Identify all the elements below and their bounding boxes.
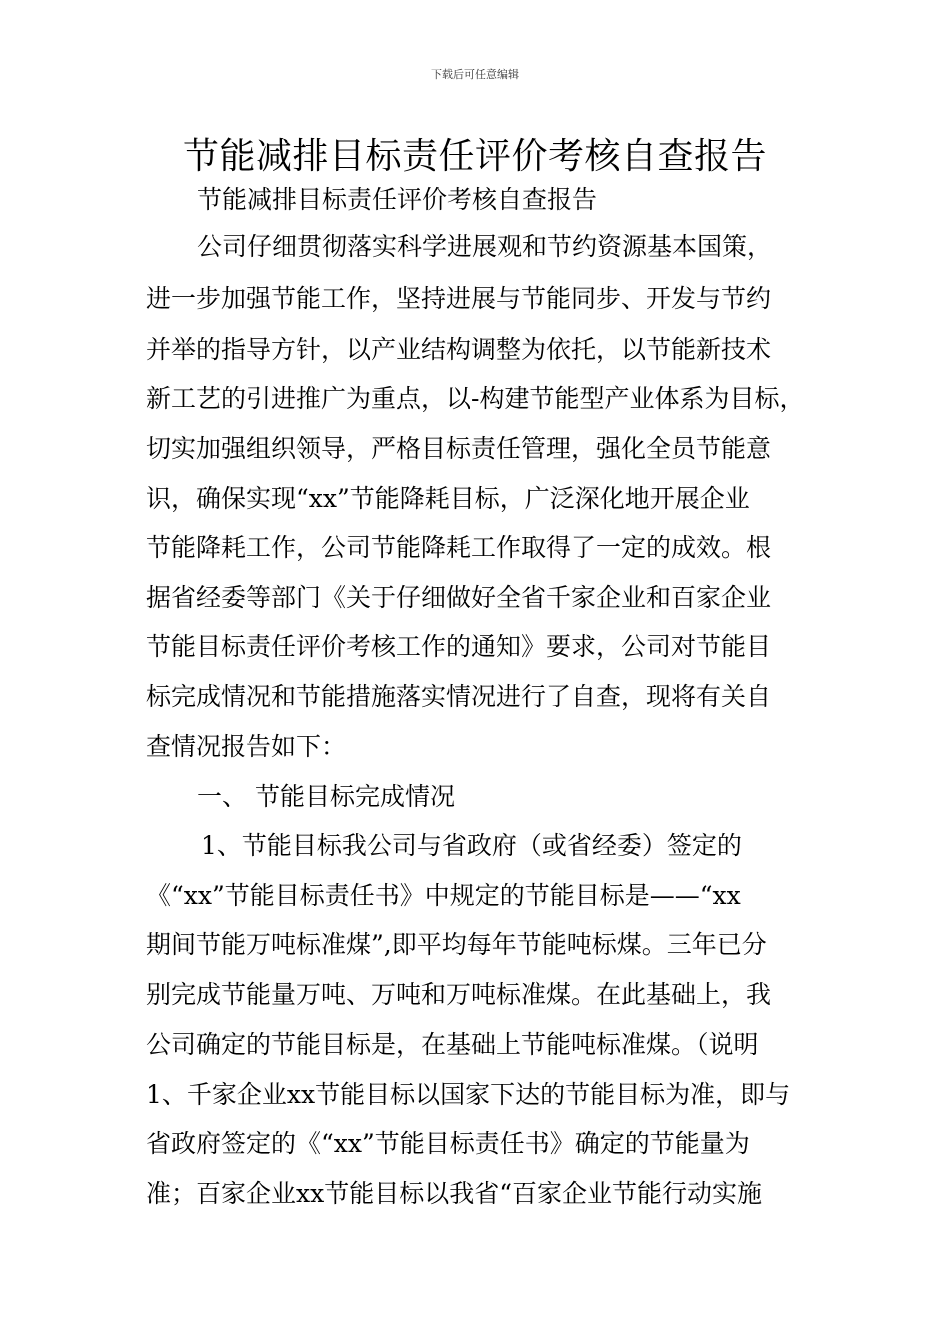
page-header-note: 下载后可任意编辑 <box>431 68 519 81</box>
body-line: 准；百家企业xx节能目标以我省“百家企业节能行动实施 <box>146 1179 762 1208</box>
body-line: 公司仔细贯彻落实科学进展观和节约资源基本国策， <box>197 232 773 261</box>
body-line: 据省经委等部门《关于仔细做好全省千家企业和百家企业 <box>146 583 772 612</box>
section-heading: 一、 节能目标完成情况 <box>197 782 455 811</box>
body-line: 识，确保实现“xx”节能降耗目标，广泛深化地开展企业 <box>146 484 750 513</box>
body-line: 新工艺的引进推广为重点，以-构建节能型产业体系为目标， <box>146 384 805 413</box>
body-line: 《“xx”节能目标责任书》中规定的节能目标是——“xx <box>146 881 741 910</box>
document-title: 节能减排目标责任评价考核自查报告 <box>182 136 767 177</box>
body-line: 节能降耗工作，公司节能降耗工作取得了一定的成效。根 <box>146 533 772 562</box>
body-line: 1、千家企业xx节能目标以国家下达的节能目标为准，即与 <box>146 1080 791 1109</box>
body-line: 1、节能目标我公司与省政府（或省经委）签定的 <box>201 831 742 860</box>
body-line: 查情况报告如下： <box>146 732 347 761</box>
body-line: 省政府签定的《“xx”节能目标责任书》确定的节能量为 <box>146 1129 750 1158</box>
body-line: 标完成情况和节能措施落实情况进行了自查，现将有关自 <box>146 682 772 711</box>
subtitle-line: 节能减排目标责任评价考核自查报告 <box>197 185 598 214</box>
body-line: 别完成节能量万吨、万吨和万吨标准煤。在此基础上，我 <box>146 980 772 1009</box>
body-line: 期间节能万吨标准煤”,即平均每年节能吨标煤。三年已分 <box>146 930 767 959</box>
body-line: 切实加强组织领导，严格目标责任管理，强化全员节能意 <box>146 434 772 463</box>
body-line: 公司确定的节能目标是，在基础上节能吨标准煤。（说明 <box>146 1030 759 1059</box>
body-line: 节能目标责任评价考核工作的通知》要求，公司对节能目 <box>146 632 772 661</box>
body-line: 并举的指导方针，以产业结构调整为依托，以节能新技术 <box>146 335 772 364</box>
body-line: 进一步加强节能工作，坚持进展与节能同步、开发与节约 <box>146 284 772 313</box>
